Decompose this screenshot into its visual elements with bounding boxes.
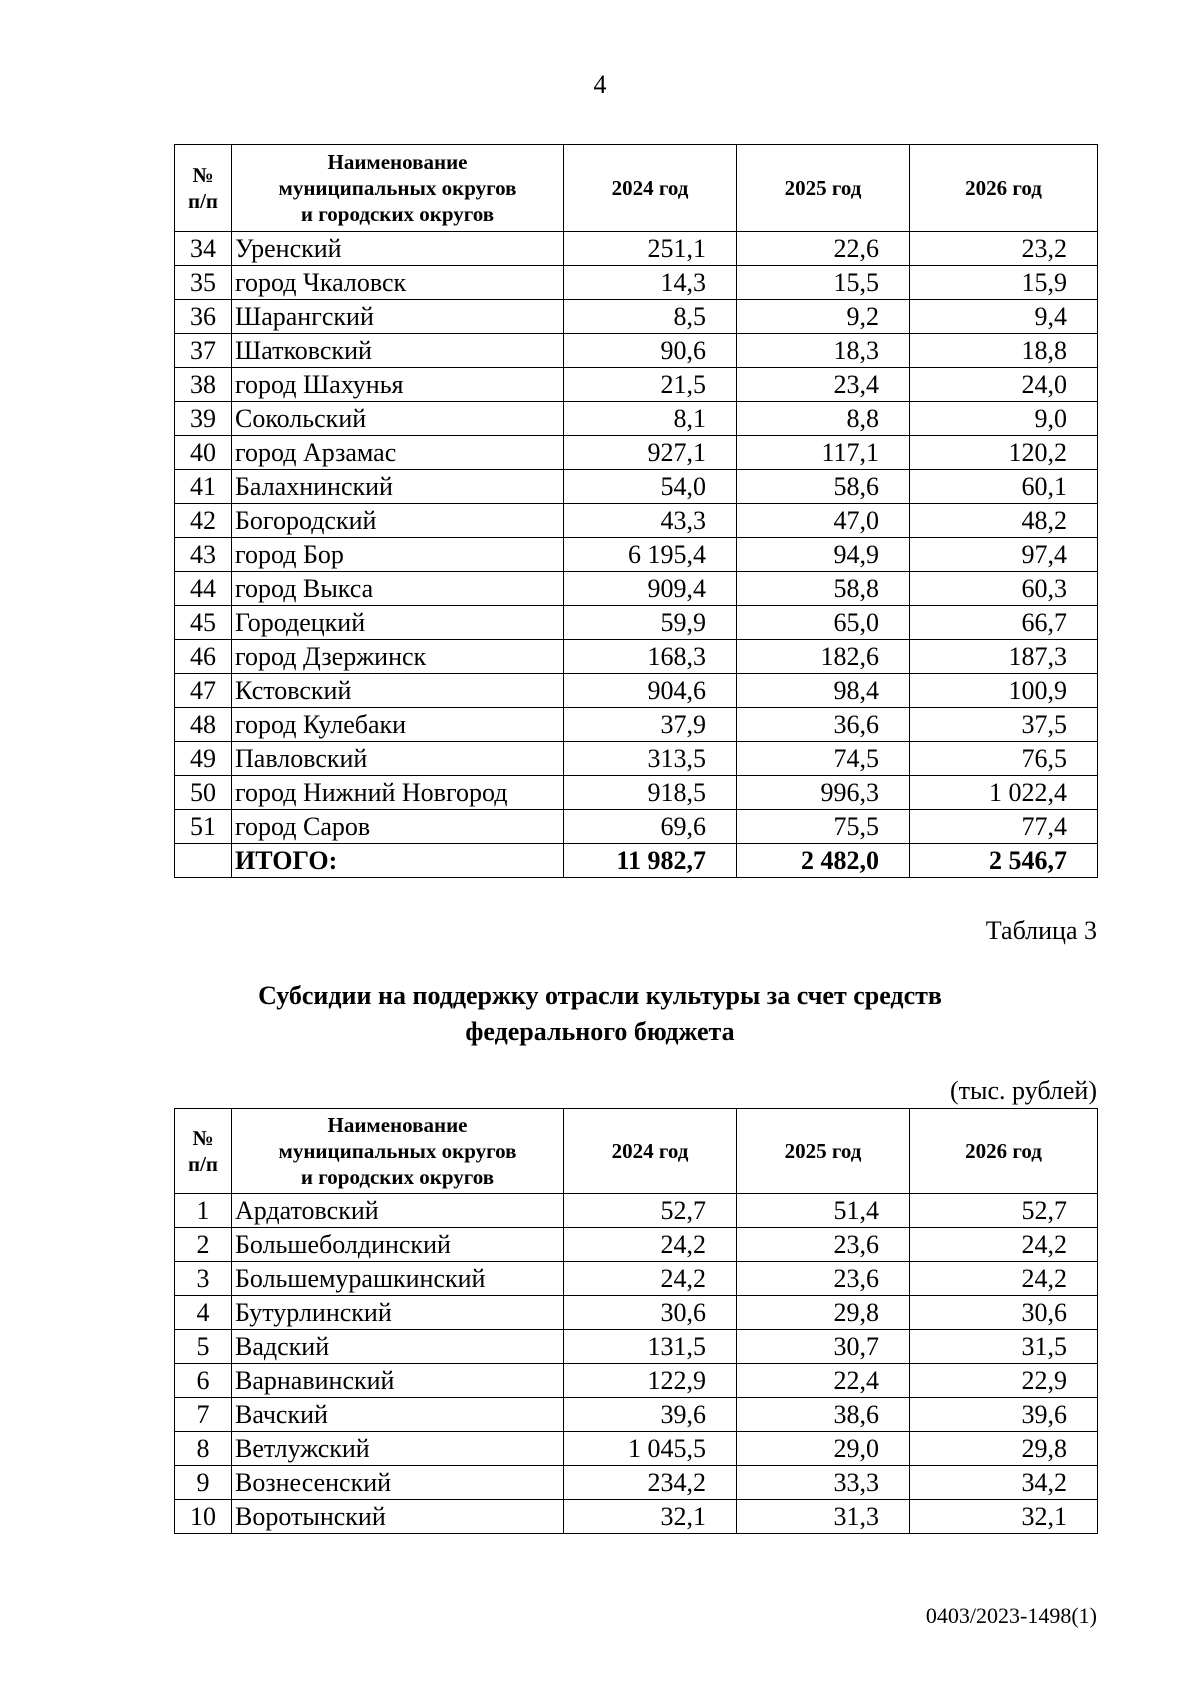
value-2025: 23,6: [737, 1228, 910, 1262]
value-2024: 14,3: [564, 266, 737, 300]
value-2026: 97,4: [910, 538, 1098, 572]
header-number-text: № п/п: [187, 163, 219, 213]
value-2026: 76,5: [910, 742, 1098, 776]
value-2026: 15,9: [910, 266, 1098, 300]
row-number: 6: [175, 1364, 232, 1398]
table-row: [175, 776, 1098, 810]
table-row: [175, 1330, 1098, 1364]
row-number: 45: [175, 606, 232, 640]
row-number: 48: [175, 708, 232, 742]
value-2025: 31,3: [737, 1500, 910, 1534]
header-2025: 2025 год: [737, 145, 910, 232]
row-number: 40: [175, 436, 232, 470]
row-number: 35: [175, 266, 232, 300]
row-number: 2: [175, 1228, 232, 1262]
table-row: [175, 436, 1098, 470]
value-2026: 60,1: [910, 470, 1098, 504]
value-2024: 8,1: [564, 402, 737, 436]
value-2024: 90,6: [564, 334, 737, 368]
total-row: [175, 844, 1098, 878]
total-2025: 2 482,0: [737, 844, 910, 878]
value-2024: 927,1: [564, 436, 737, 470]
value-2025: 94,9: [737, 538, 910, 572]
table-row: [175, 810, 1098, 844]
table-row: [175, 742, 1098, 776]
value-2024: 251,1: [564, 232, 737, 266]
value-2025: 182,6: [737, 640, 910, 674]
table-row: [175, 300, 1098, 334]
value-2025: 33,3: [737, 1466, 910, 1500]
table-row: [175, 504, 1098, 538]
value-2026: 31,5: [910, 1330, 1098, 1364]
row-number: 1: [175, 1194, 232, 1228]
value-2024: 1 045,5: [564, 1432, 737, 1466]
table-caption: Таблица 3: [985, 916, 1097, 945]
table-header: [175, 145, 1098, 232]
row-name: Павловский: [232, 742, 564, 776]
value-2024: 54,0: [564, 470, 737, 504]
header-number: [175, 1109, 232, 1194]
value-2025: 29,8: [737, 1296, 910, 1330]
value-2026: 52,7: [910, 1194, 1098, 1228]
value-2026: 30,6: [910, 1296, 1098, 1330]
value-2025: 38,6: [737, 1398, 910, 1432]
table-row: [175, 572, 1098, 606]
value-2025: 117,1: [737, 436, 910, 470]
row-name: Вознесенский: [232, 1466, 564, 1500]
table-row: [175, 1466, 1098, 1500]
value-2025: 23,6: [737, 1262, 910, 1296]
row-name: Кстовский: [232, 674, 564, 708]
table-title: [160, 978, 1040, 1050]
value-2026: 24,2: [910, 1262, 1098, 1296]
row-name: Шарангский: [232, 300, 564, 334]
value-2024: 904,6: [564, 674, 737, 708]
table-title-line1: Субсидии на поддержку отрасли культуры за счет средств: [258, 981, 942, 1010]
value-2026: 24,2: [910, 1228, 1098, 1262]
header-name: [232, 145, 564, 232]
value-2026: 32,1: [910, 1500, 1098, 1534]
total-2026: 2 546,7: [910, 844, 1098, 878]
row-number: 5: [175, 1330, 232, 1364]
row-number: 4: [175, 1296, 232, 1330]
table-row: [175, 334, 1098, 368]
value-2026: 39,6: [910, 1398, 1098, 1432]
table-row: [175, 1262, 1098, 1296]
table-row: [175, 232, 1098, 266]
value-2024: 69,6: [564, 810, 737, 844]
row-name: Уренский: [232, 232, 564, 266]
row-name: Сокольский: [232, 402, 564, 436]
header-2026: 2026 год: [910, 145, 1098, 232]
value-2025: 996,3: [737, 776, 910, 810]
row-number: 47: [175, 674, 232, 708]
value-2025: 15,5: [737, 266, 910, 300]
value-2025: 29,0: [737, 1432, 910, 1466]
value-2026: 34,2: [910, 1466, 1098, 1500]
row-number: 50: [175, 776, 232, 810]
row-number: 42: [175, 504, 232, 538]
value-2025: 30,7: [737, 1330, 910, 1364]
table-row: [175, 1296, 1098, 1330]
row-number: 10: [175, 1500, 232, 1534]
table-row: [175, 266, 1098, 300]
value-2026: 60,3: [910, 572, 1098, 606]
value-2026: 9,0: [910, 402, 1098, 436]
table-row: [175, 368, 1098, 402]
row-number: 9: [175, 1466, 232, 1500]
row-number: 41: [175, 470, 232, 504]
value-2024: 168,3: [564, 640, 737, 674]
page-number: 4: [593, 70, 607, 99]
value-2024: 8,5: [564, 300, 737, 334]
table-row: [175, 402, 1098, 436]
table-body: [175, 1194, 1098, 1534]
value-2024: 32,1: [564, 1500, 737, 1534]
value-2026: 29,8: [910, 1432, 1098, 1466]
row-name: город Шахунья: [232, 368, 564, 402]
value-2024: 30,6: [564, 1296, 737, 1330]
value-2025: 51,4: [737, 1194, 910, 1228]
table-body: [175, 232, 1098, 878]
value-2024: 59,9: [564, 606, 737, 640]
table-row: [175, 640, 1098, 674]
value-2026: 9,4: [910, 300, 1098, 334]
total-2024: 11 982,7: [564, 844, 737, 878]
value-2026: 22,9: [910, 1364, 1098, 1398]
value-2025: 22,6: [737, 232, 910, 266]
header-name-text: Наименование муниципальных округов и городских округов: [278, 1113, 517, 1189]
header-2025: 2025 год: [737, 1109, 910, 1194]
value-2024: 918,5: [564, 776, 737, 810]
value-2025: 58,8: [737, 572, 910, 606]
value-2024: 234,2: [564, 1466, 737, 1500]
value-2026: 1 022,4: [910, 776, 1098, 810]
value-2026: 18,8: [910, 334, 1098, 368]
units-label: (тыс. рублей): [949, 1076, 1097, 1105]
value-2024: 6 195,4: [564, 538, 737, 572]
row-name: Большеболдинский: [232, 1228, 564, 1262]
table-header: [175, 1109, 1098, 1194]
header-name: [232, 1109, 564, 1194]
row-name: Варнавинский: [232, 1364, 564, 1398]
table-row: [175, 1194, 1098, 1228]
value-2025: 47,0: [737, 504, 910, 538]
culture-subsidy-table: [174, 1108, 1098, 1534]
value-2026: 77,4: [910, 810, 1098, 844]
row-name: город Нижний Новгород: [232, 776, 564, 810]
table-row: [175, 1500, 1098, 1534]
value-2024: 21,5: [564, 368, 737, 402]
row-name: город Арзамас: [232, 436, 564, 470]
header-number: [175, 145, 232, 232]
table-row: [175, 1364, 1098, 1398]
row-name: Вачский: [232, 1398, 564, 1432]
row-name: город Саров: [232, 810, 564, 844]
row-name: Вадский: [232, 1330, 564, 1364]
row-name: Воротынский: [232, 1500, 564, 1534]
value-2025: 74,5: [737, 742, 910, 776]
row-name: Богородский: [232, 504, 564, 538]
row-name: Бутурлинский: [232, 1296, 564, 1330]
row-number: 49: [175, 742, 232, 776]
row-number: 36: [175, 300, 232, 334]
table-row: [175, 1398, 1098, 1432]
value-2026: 37,5: [910, 708, 1098, 742]
table-title-line2: федерального бюджета: [465, 1017, 735, 1046]
value-2024: 909,4: [564, 572, 737, 606]
value-2024: 52,7: [564, 1194, 737, 1228]
header-2024: 2024 год: [564, 1109, 737, 1194]
value-2024: 43,3: [564, 504, 737, 538]
header-2026: 2026 год: [910, 1109, 1098, 1194]
value-2024: 37,9: [564, 708, 737, 742]
value-2026: 66,7: [910, 606, 1098, 640]
value-2025: 36,6: [737, 708, 910, 742]
table-row: [175, 1432, 1098, 1466]
value-2026: 23,2: [910, 232, 1098, 266]
document-code: 0403/2023-1498(1): [925, 1603, 1097, 1628]
row-number: 8: [175, 1432, 232, 1466]
value-2024: 39,6: [564, 1398, 737, 1432]
table-row: [175, 1228, 1098, 1262]
row-name: город Бор: [232, 538, 564, 572]
row-number: 34: [175, 232, 232, 266]
value-2026: 100,9: [910, 674, 1098, 708]
value-2026: 120,2: [910, 436, 1098, 470]
row-name: Шатковский: [232, 334, 564, 368]
header-2024: 2024 год: [564, 145, 737, 232]
header-number-text: № п/п: [187, 1126, 219, 1176]
total-label: ИТОГО:: [232, 844, 564, 878]
row-name: город Кулебаки: [232, 708, 564, 742]
value-2025: 23,4: [737, 368, 910, 402]
row-number: 39: [175, 402, 232, 436]
row-name: Балахнинский: [232, 470, 564, 504]
table-row: [175, 606, 1098, 640]
row-number: 38: [175, 368, 232, 402]
value-2026: 48,2: [910, 504, 1098, 538]
row-number: 46: [175, 640, 232, 674]
row-number: 3: [175, 1262, 232, 1296]
table-row: [175, 674, 1098, 708]
value-2025: 65,0: [737, 606, 910, 640]
row-name: Ветлужский: [232, 1432, 564, 1466]
row-number: 7: [175, 1398, 232, 1432]
value-2025: 75,5: [737, 810, 910, 844]
value-2024: 24,2: [564, 1228, 737, 1262]
table-row: [175, 708, 1098, 742]
value-2025: 22,4: [737, 1364, 910, 1398]
value-2024: 313,5: [564, 742, 737, 776]
header-name-text: Наименование муниципальных округов и городских округов: [278, 150, 517, 226]
value-2025: 8,8: [737, 402, 910, 436]
row-number: 43: [175, 538, 232, 572]
value-2026: 24,0: [910, 368, 1098, 402]
row-name: Ардатовский: [232, 1194, 564, 1228]
value-2024: 131,5: [564, 1330, 737, 1364]
row-number: 44: [175, 572, 232, 606]
row-name: Городецкий: [232, 606, 564, 640]
total-number-empty: [175, 844, 232, 878]
row-number: 37: [175, 334, 232, 368]
value-2024: 122,9: [564, 1364, 737, 1398]
table-row: [175, 470, 1098, 504]
value-2025: 9,2: [737, 300, 910, 334]
row-name: город Дзержинск: [232, 640, 564, 674]
row-name: город Чкаловск: [232, 266, 564, 300]
value-2026: 187,3: [910, 640, 1098, 674]
value-2025: 58,6: [737, 470, 910, 504]
row-name: Большемурашкинский: [232, 1262, 564, 1296]
value-2025: 98,4: [737, 674, 910, 708]
subsidy-table-continued: [174, 144, 1098, 878]
value-2024: 24,2: [564, 1262, 737, 1296]
row-number: 51: [175, 810, 232, 844]
row-name: город Выкса: [232, 572, 564, 606]
table-row: [175, 538, 1098, 572]
value-2025: 18,3: [737, 334, 910, 368]
